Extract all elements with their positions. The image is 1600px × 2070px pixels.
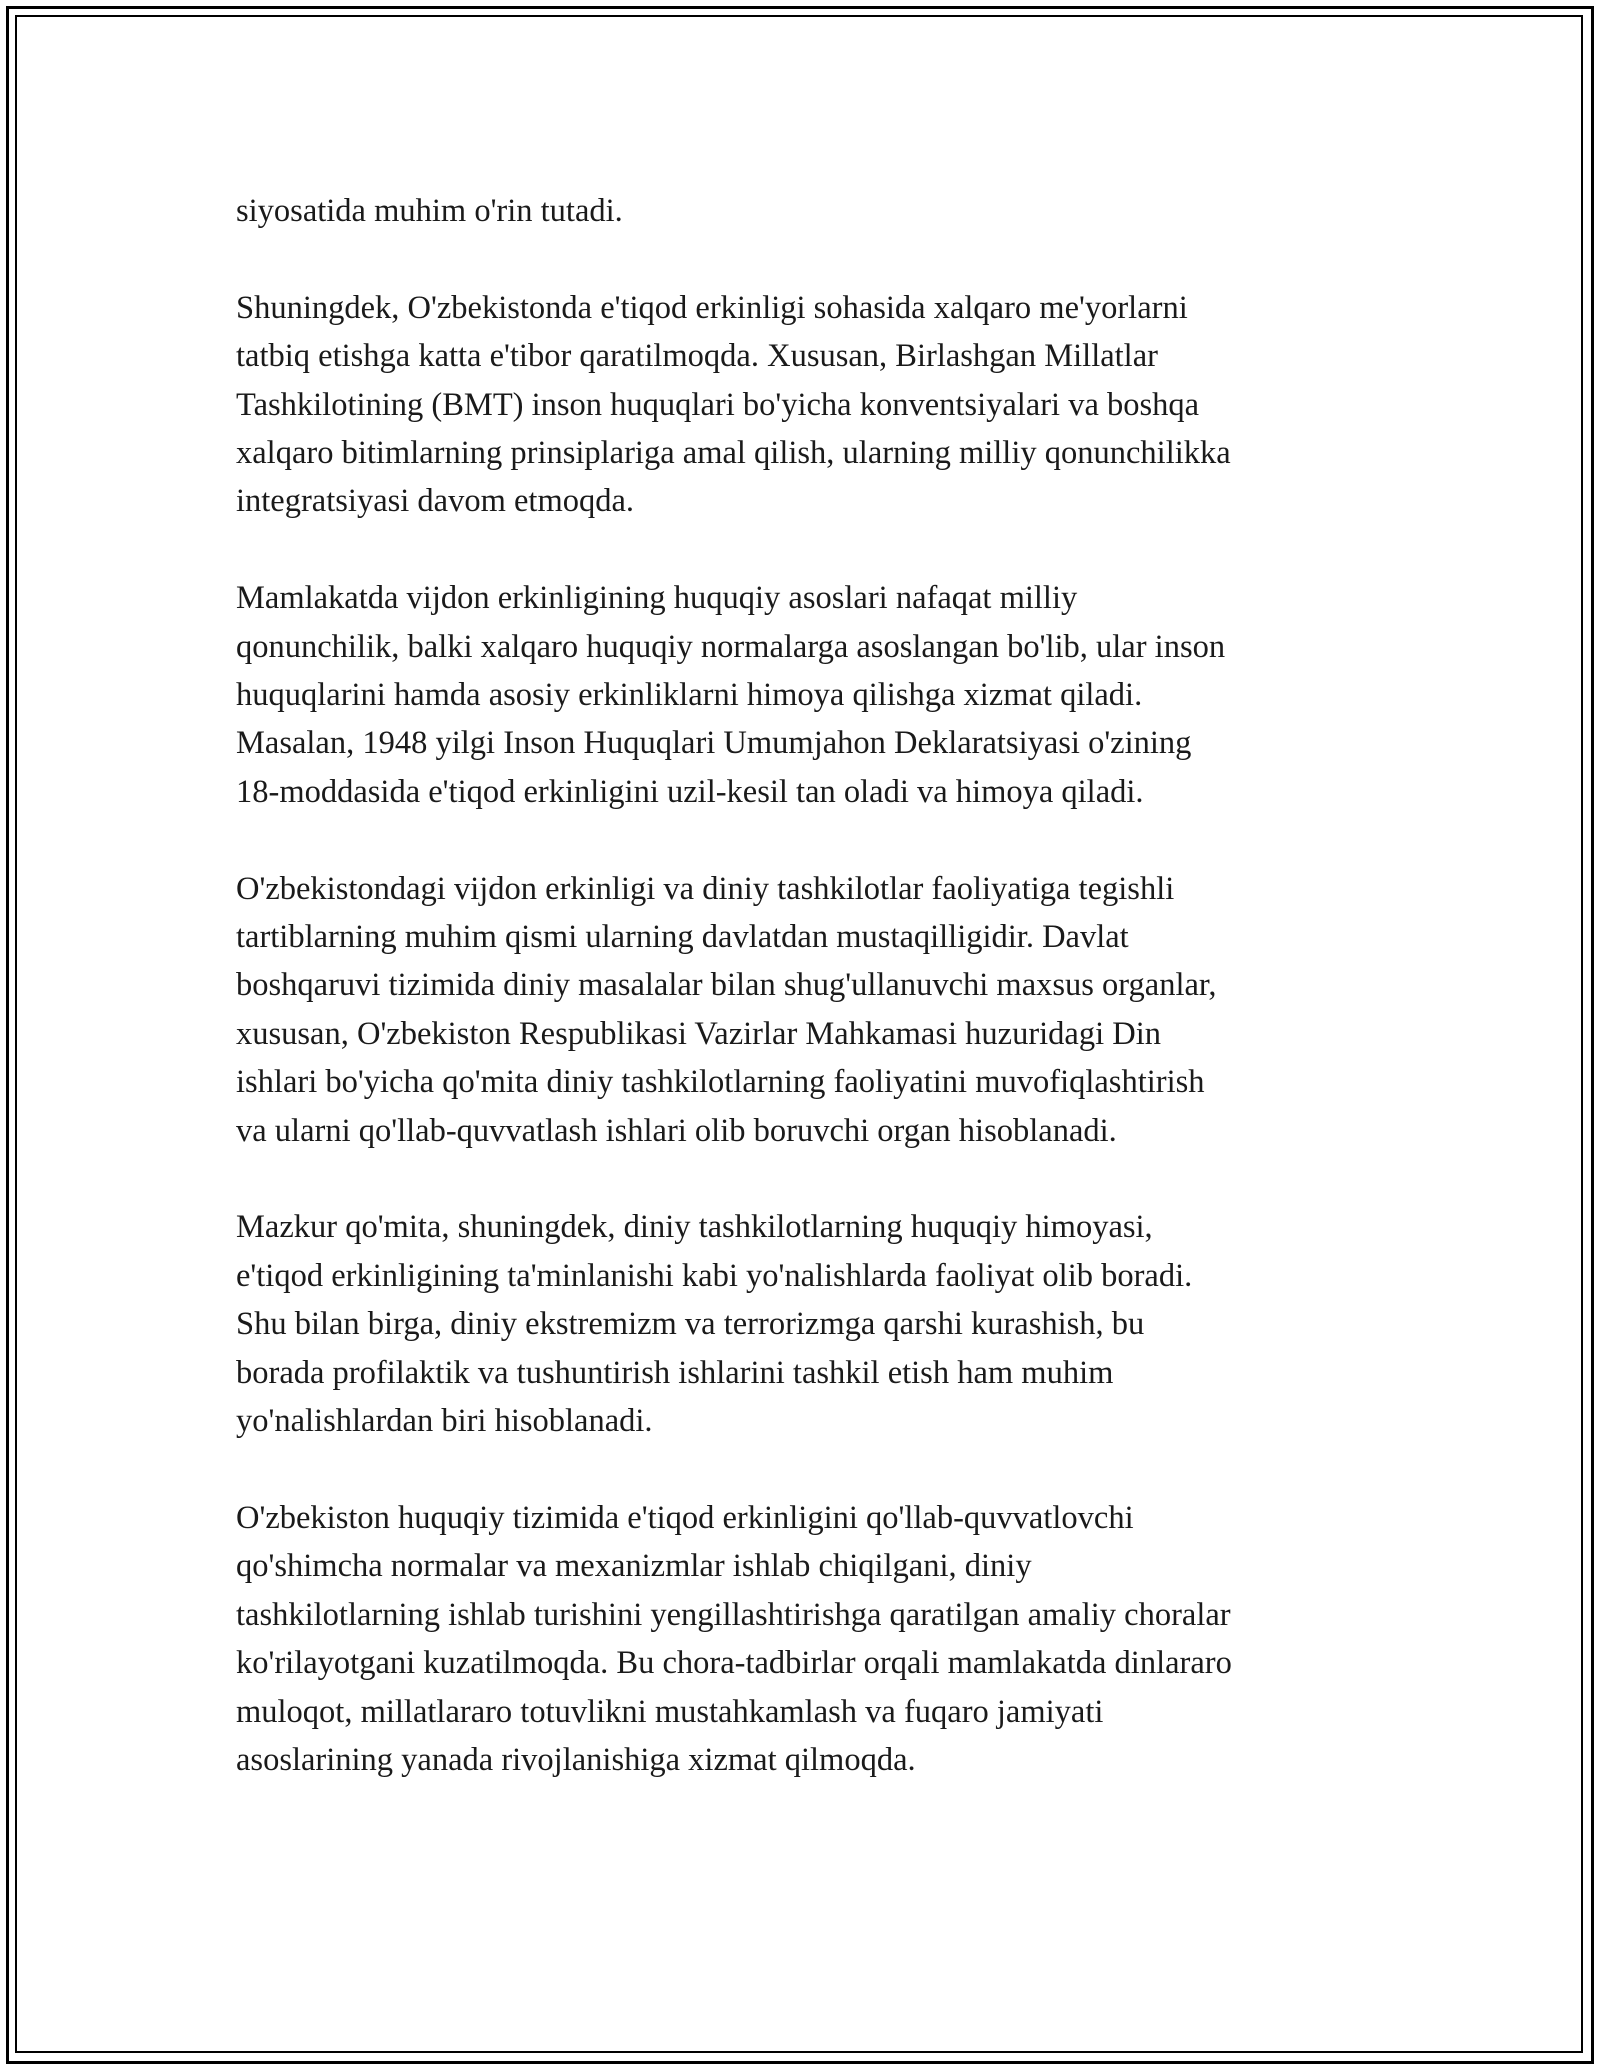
document-body [236, 187, 1366, 1833]
paragraph-3: Mamlakatda vijdon erkinligining huquqiy asoslari nafaqat milliy qonunchilik, balki xalqaro huquqiy normalarga asoslangan bo'lib, ular inson huquqlarini hamda asosiy erkinliklarni himoya qilishga xizmat qiladi. Masalan, 1948 yilgi Inson Huquqlari Umumjahon Deklaratsiyasi o'zining 18-moddasida e'tiqod erkinligini uzil-kesil tan oladi va himoya qiladi. [236, 580, 1226, 810]
paragraph-4: O'zbekistondagi vijdon erkinligi va diniy tashkilotlar faoliyatiga tegishli tartiblarning muhim qismi ularning davlatdan mustaqilligidir. Davlat boshqaruvi tizimida diniy masalalar bilan shug'ullanuvchi maxsus organlar, xususan, O'zbekiston Respublikasi Vazirlar Mahkamasi huzuridagi Din ishlari bo'yicha qo'mita diniy tashkilotlarning faoliyatini muvofiqlashtirish va ularni qo'llab-quvvatlash ishlari olib boruvchi organ hisoblanadi. [236, 870, 1217, 1149]
paragraph-6: O'zbekiston huquqiy tizimida e'tiqod erkinligini qo'llab-quvvatlovchi qo'shimcha normalar va mexanizmlar ishlab chiqilgani, diniy tashkilotlarning ishlab turishini yengillashtirishga qaratilgan amaliy choralar ko'rilayotgani kuzatilmoqda. Bu chora-tadbirlar orqali mamlakatda dinlararo muloqot, millatlararo totuvlikni mustahkamlash va fuqaro jamiyati asoslarining yanada rivojlanishiga xizmat qilmoqda. [236, 1499, 1232, 1778]
paragraph-2: Shuningdek, O'zbekistonda e'tiqod erkinligi sohasida xalqaro me'yorlarni tatbiq etishga katta e'tibor qaratilmoqda. Xususan, Birlashgan Millatlar Tashkilotining (BMT) inson huquqlari bo'yicha konventsiyalari va boshqa xalqaro bitimlarning prinsiplariga amal qilish, ularning milliy qonunchilikka integratsiyasi davom etmoqda. [236, 289, 1231, 520]
paragraph-5: Mazkur qo'mita, shuningdek, diniy tashkilotlarning huquqiy himoyasi, e'tiqod erkinligining ta'minlanishi kabi yo'nalishlarda faoliyat olib boradi. Shu bilan birga, diniy ekstremizm va terrorizmga qarshi kurashish, bu borada profilaktik va tushuntirish ishlarini tashkil etish ham muhim yo'nalishlardan biri hisoblanadi. [236, 1209, 1193, 1440]
paragraph-1: siyosatida muhim o'rin tutadi. [236, 193, 623, 229]
